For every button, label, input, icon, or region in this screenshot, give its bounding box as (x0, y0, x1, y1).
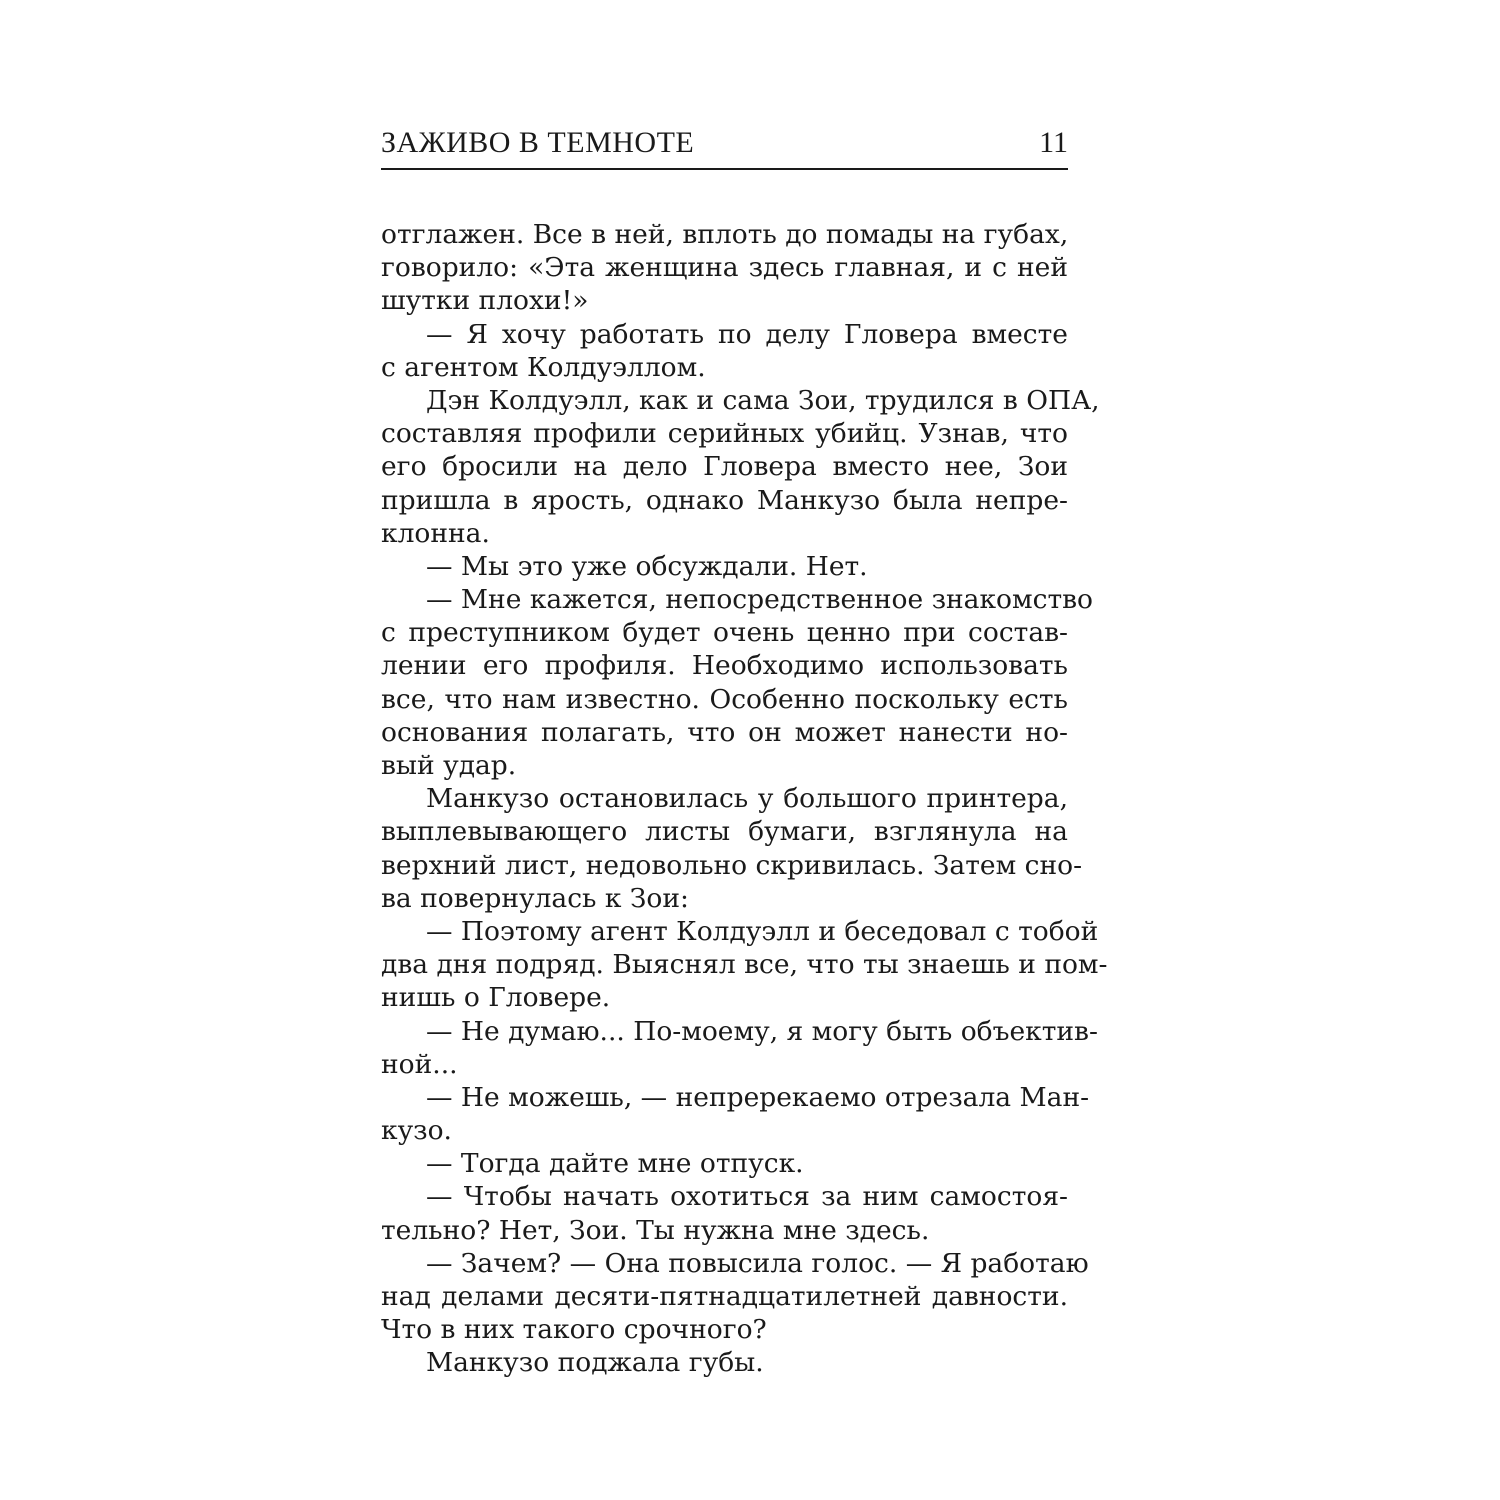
running-head (381, 124, 1068, 170)
body-text (381, 218, 1108, 1380)
text-line: шутки плохи!» (381, 285, 589, 317)
text-line: выплевывающего листы бумаги, взглянула на (381, 816, 1068, 848)
text-line: — Не думаю... По-моему, я могу быть объектив- (426, 1015, 1098, 1047)
text-line: вый удар. (381, 750, 517, 781)
text-line: — Не можешь, — непререкаемо отрезала Ман- (426, 1081, 1090, 1113)
text-line: с агентом Колдуэллом. (381, 351, 706, 383)
text-line: ной... (381, 1048, 458, 1080)
text-line: верхний лист, недовольно скривилась. Затем сно- (381, 849, 1083, 881)
text-line: клонна. (381, 517, 490, 549)
text-line: ва повернулась к Зои: (381, 882, 689, 914)
text-line: Дэн Колдуэлл, как и сама Зои, трудился в ОПА, (426, 384, 1100, 416)
text-line: составляя профили серийных убийц. Узнав, что (381, 418, 1068, 450)
text-line: Манкузо поджала губы. (426, 1347, 764, 1379)
text-line: Что в них такого срочного? (381, 1314, 767, 1346)
text-line: с преступником будет очень ценно при состав- (381, 617, 1068, 649)
text-line: кузо. (381, 1115, 452, 1147)
text-line: все, что нам известно. Особенно поскольку есть (381, 683, 1068, 715)
text-line: отглажен. Все в ней, вплоть до помады на губах, (381, 219, 1069, 250)
text-line: пришла в ярость, однако Манкузо была непре- (381, 484, 1068, 516)
text-line: — Поэтому агент Колдуэлл и беседовал с тобой (426, 915, 1099, 947)
text-line: говорило: «Эта женщина здесь главная, и с ней (381, 252, 1068, 284)
text-line: — Мне кажется, непосредственное знакомство (426, 584, 1093, 616)
text-line: лении его профиля. Необходимо использовать (381, 650, 1068, 682)
text-line: два дня подряд. Выяснял все, что ты знаешь и пом- (381, 949, 1108, 981)
text-line: нишь о Гловере. (381, 982, 611, 1014)
text-line: — Мы это уже обсуждали. Нет. (426, 550, 868, 582)
text-line: Манкузо остановилась у большого принтера, (426, 783, 1068, 815)
running-title: ЗАЖИВО В ТЕМНОТЕ (381, 126, 695, 159)
page-number: 11 (1039, 126, 1068, 159)
text-line: основания полагать, что он может нанести но- (381, 716, 1068, 748)
text-line: над делами десяти-пятнадцатилетней давности. (381, 1281, 1068, 1312)
text-line: — Чтобы начать охотиться за ним самостоя- (426, 1181, 1068, 1213)
text-line: — Зачем? — Она повысила голос. — Я работаю (426, 1247, 1089, 1279)
text-line: — Тогда дайте мне отпуск. (426, 1148, 804, 1180)
text-line: его бросили на дело Гловера вместо нее, Зои (381, 451, 1068, 483)
text-line: — Я хочу работать по делу Гловера вместе (426, 318, 1068, 350)
text-line: тельно? Нет, Зои. Ты нужна мне здесь. (381, 1214, 930, 1246)
